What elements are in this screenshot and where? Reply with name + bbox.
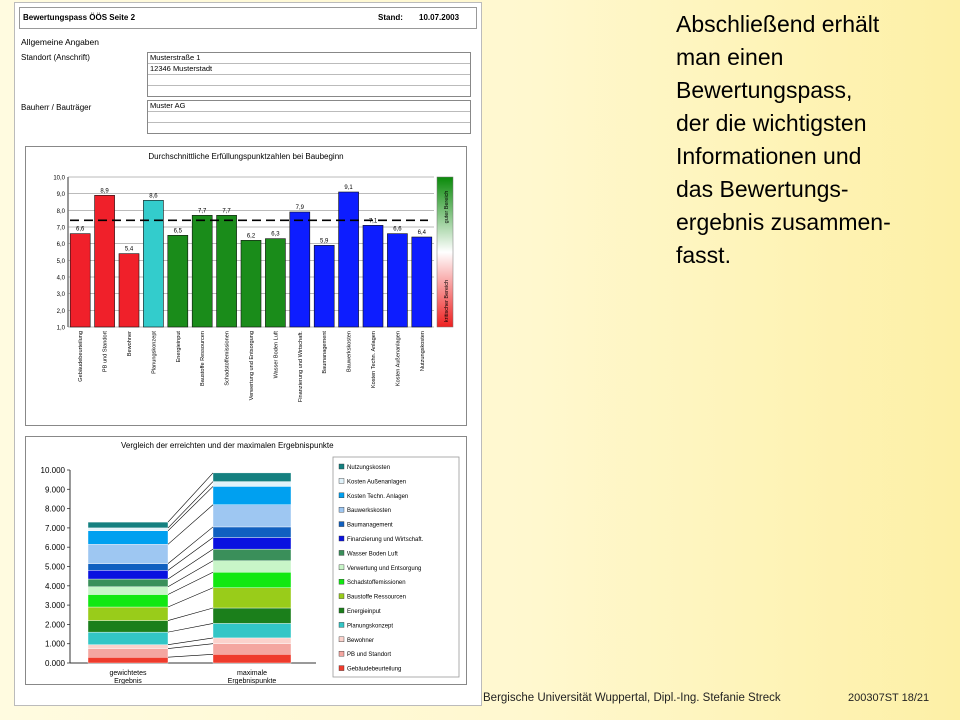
bar bbox=[314, 245, 334, 327]
legend-swatch bbox=[339, 536, 344, 541]
legend-swatch bbox=[339, 608, 344, 613]
legend-swatch bbox=[339, 622, 344, 627]
footer-institution: Bergische Universität Wuppertal, Dipl.-Ing. Stefanie Streck bbox=[483, 692, 781, 704]
stack-segment bbox=[213, 505, 291, 527]
legend-swatch bbox=[339, 550, 344, 555]
stack-segment bbox=[88, 607, 168, 621]
legend-swatch bbox=[339, 666, 344, 671]
y-tick-label: 3.000 bbox=[44, 601, 65, 611]
bar bbox=[387, 234, 407, 327]
y-tick-label: 8.000 bbox=[44, 504, 65, 514]
bar-value-label: 7,7 bbox=[222, 208, 231, 215]
series-connector bbox=[168, 588, 213, 607]
stack-segment bbox=[213, 486, 291, 504]
bar-value-label: 5,9 bbox=[320, 238, 329, 245]
stack-segment bbox=[213, 588, 291, 608]
y-tick-label: 10.000 bbox=[40, 466, 65, 475]
category-label: Wasser Boden Luft bbox=[273, 331, 280, 379]
standort-box bbox=[147, 52, 471, 97]
category-label: PB und Standort bbox=[102, 331, 109, 373]
critical-range-label: kritischer Bereich bbox=[444, 279, 450, 323]
stack-segment bbox=[213, 482, 291, 487]
standort-line: Musterstraße 1 bbox=[148, 53, 470, 64]
footer-slide-number: 200307ST 18/21 bbox=[848, 692, 930, 704]
legend-label: Nutzungskosten bbox=[347, 465, 391, 471]
stack-segment bbox=[213, 638, 291, 644]
stack-segment bbox=[88, 579, 168, 587]
category-label: Baumanagement bbox=[322, 331, 329, 374]
bar bbox=[363, 225, 383, 327]
bar-value-label: 6,6 bbox=[393, 226, 402, 233]
bar-chart-title: Durchschnittliche Erfüllungspunktzahlen bei Baubeginn bbox=[148, 152, 344, 161]
category-label: Kosten Außenanlagen bbox=[395, 331, 402, 387]
y-tick-label: 6.000 bbox=[44, 543, 65, 553]
series-connector bbox=[168, 572, 213, 594]
y-tick-label: 6,0 bbox=[56, 242, 65, 249]
legend-swatch bbox=[339, 594, 344, 599]
bar bbox=[412, 237, 432, 327]
legend-label: Kosten Techn. Anlagen bbox=[347, 493, 409, 500]
legend-swatch bbox=[339, 507, 344, 512]
stack-segment bbox=[88, 570, 168, 579]
stack-segment bbox=[88, 564, 168, 571]
y-tick-label: 9,0 bbox=[56, 192, 65, 199]
y-tick-label: 10,0 bbox=[53, 175, 65, 182]
standort-line: 12346 Musterstadt bbox=[148, 64, 470, 75]
stack-segment bbox=[213, 561, 291, 573]
bauherr-line bbox=[148, 112, 470, 123]
bar bbox=[143, 200, 163, 327]
good-range-label: guter Bereich bbox=[444, 190, 450, 224]
series-connector bbox=[168, 473, 213, 522]
stack-segment bbox=[88, 632, 168, 645]
stacked-chart-title: Vergleich der erreichten und der maximalen Ergebnispunkte bbox=[121, 441, 334, 450]
category-label: Nutzungskosten bbox=[419, 331, 426, 372]
series-connector bbox=[168, 638, 213, 645]
stack-segment bbox=[88, 531, 168, 545]
category-label: Bauwerkskosten bbox=[346, 331, 353, 373]
bar bbox=[339, 192, 359, 327]
standort-label: Standort (Anschrift) bbox=[21, 53, 90, 62]
stack-segment bbox=[88, 621, 168, 633]
legend-label: Bauwerkskosten bbox=[347, 508, 392, 515]
slide-caption: Abschließend erhält man einen Bewertungspass, der die wichtigsten Informationen und das Bewertungs- ergebnis zusammen- fasst. bbox=[676, 11, 891, 268]
legend-swatch bbox=[339, 478, 344, 483]
stack-segment bbox=[88, 522, 168, 528]
y-tick-label: 7,0 bbox=[56, 225, 65, 232]
standort-line bbox=[148, 86, 470, 96]
standort-line bbox=[148, 75, 470, 86]
bauherr-box bbox=[147, 100, 471, 134]
stack-segment bbox=[213, 623, 291, 637]
bar bbox=[217, 215, 237, 327]
legend-label: Planungskonzept bbox=[347, 623, 394, 630]
bar-value-label: 6,4 bbox=[417, 230, 426, 236]
y-tick-label: 4,0 bbox=[56, 275, 65, 282]
stack-segment bbox=[213, 527, 291, 538]
y-tick-label: 7.000 bbox=[44, 523, 65, 533]
stack-segment bbox=[213, 549, 291, 561]
stack-segment bbox=[88, 587, 168, 595]
legend-swatch bbox=[339, 637, 344, 642]
y-tick-label: 3,0 bbox=[56, 292, 65, 299]
document-title: Bewertungspass ÖÖS Seite 2 bbox=[23, 13, 136, 22]
y-tick-label: 5.000 bbox=[44, 562, 65, 572]
bar-value-label: 5,4 bbox=[124, 246, 134, 253]
category-label: Finanzierung und Wirtschaft. bbox=[297, 331, 304, 403]
series-connector bbox=[168, 654, 213, 657]
bar-value-label: 7,9 bbox=[295, 205, 304, 211]
bar bbox=[192, 215, 212, 327]
y-tick-label: 5,0 bbox=[56, 258, 65, 265]
category-label: Planungskonzept bbox=[151, 331, 158, 374]
category-label: Baustoffe Ressourcen bbox=[200, 331, 207, 386]
bar-value-label: 6,6 bbox=[76, 226, 85, 233]
legend-label: Energieinput bbox=[347, 609, 381, 615]
bar-chart bbox=[26, 147, 466, 425]
y-tick-label: 0.000 bbox=[44, 659, 65, 668]
legend-label: Gebäudebeurteilung bbox=[347, 666, 402, 673]
bar-value-label: 7,7 bbox=[198, 208, 207, 215]
stand-label: Stand: bbox=[378, 13, 403, 22]
bar-value-label: 8,6 bbox=[149, 193, 158, 200]
category-label: Gebäudebeurteilung bbox=[78, 331, 85, 382]
bar bbox=[119, 254, 139, 327]
legend-label: Verwertung und Entsorgung bbox=[347, 565, 422, 572]
legend-label: Baumanagement bbox=[347, 522, 393, 529]
stack-segment bbox=[213, 608, 291, 623]
stack-segment bbox=[88, 657, 168, 663]
stack-segment bbox=[88, 594, 168, 607]
category-label: Ergebnispunkte bbox=[227, 678, 277, 684]
section-general-info: Allgemeine Angaben bbox=[21, 37, 99, 47]
bar-value-label: 6,2 bbox=[246, 233, 256, 240]
bar bbox=[265, 239, 285, 327]
bar-value-label: 9,1 bbox=[344, 185, 353, 191]
legend-swatch bbox=[339, 651, 344, 656]
legend-label: Wasser Boden Luft bbox=[347, 551, 398, 558]
legend-swatch bbox=[339, 522, 344, 527]
stack-segment bbox=[88, 544, 168, 563]
y-tick-label: 8,0 bbox=[56, 208, 65, 215]
legend-swatch bbox=[339, 579, 344, 584]
legend-label: PB und Standort bbox=[347, 652, 392, 659]
bar bbox=[70, 234, 90, 327]
bar-value-label: 7,1 bbox=[368, 218, 378, 225]
y-tick-label: 4.000 bbox=[44, 581, 65, 591]
y-tick-label: 2.000 bbox=[44, 620, 65, 630]
category-label: gewichtetes bbox=[109, 670, 147, 677]
stack-segment bbox=[213, 572, 291, 587]
series-connector bbox=[168, 644, 213, 649]
stack-segment bbox=[213, 538, 291, 550]
series-connector bbox=[168, 482, 213, 528]
bauherr-line bbox=[148, 123, 470, 133]
y-tick-label: 1,0 bbox=[56, 325, 65, 332]
legend-label: Bewohner bbox=[347, 637, 375, 644]
bauherr-label: Bauherr / Bauträger bbox=[21, 103, 92, 112]
category-label: Verwertung und Entsorgung bbox=[249, 331, 255, 401]
y-tick-label: 1.000 bbox=[44, 639, 65, 649]
stacked-chart-panel bbox=[25, 436, 467, 685]
stack-segment bbox=[213, 473, 291, 482]
category-label: maximale bbox=[237, 670, 267, 677]
bar bbox=[241, 240, 261, 327]
legend-swatch bbox=[339, 493, 344, 498]
stack-segment bbox=[213, 644, 291, 655]
legend-label: Schadstoffemissionen bbox=[347, 580, 406, 587]
bar-value-label: 6,5 bbox=[173, 228, 182, 235]
stacked-chart bbox=[26, 437, 466, 684]
bar-chart-panel bbox=[25, 146, 467, 426]
legend-label: Baustoffe Ressourcen bbox=[347, 594, 406, 601]
series-connector bbox=[168, 623, 213, 632]
bar bbox=[95, 195, 115, 327]
bauherr-line: Muster AG bbox=[148, 101, 470, 112]
bar bbox=[290, 212, 310, 327]
legend-label: Kosten Außenanlagen bbox=[347, 479, 407, 486]
category-label: Schadstoffemissionen bbox=[224, 331, 231, 386]
series-connector bbox=[168, 527, 213, 564]
stack-segment bbox=[88, 649, 168, 658]
legend-swatch bbox=[339, 565, 344, 570]
legend-swatch bbox=[339, 464, 344, 469]
y-tick-label: 9.000 bbox=[44, 485, 65, 495]
assessment-document bbox=[14, 2, 482, 706]
legend-label: Finanzierung und Wirtschaft. bbox=[347, 537, 424, 543]
y-tick-label: 2,0 bbox=[56, 308, 65, 315]
bar bbox=[168, 235, 188, 327]
bar-value-label: 8,9 bbox=[100, 188, 109, 195]
stand-date: 10.07.2003 bbox=[419, 13, 460, 22]
stack-segment bbox=[88, 645, 168, 649]
series-connector bbox=[168, 561, 213, 587]
bar-value-label: 6,3 bbox=[271, 231, 280, 238]
document-header bbox=[19, 7, 477, 29]
category-label: Bewohner bbox=[127, 331, 133, 357]
series-connector bbox=[168, 608, 213, 621]
stack-segment bbox=[88, 528, 168, 531]
stack-segment bbox=[213, 654, 291, 663]
category-label: Ergebnis bbox=[114, 678, 142, 684]
category-label: Energieinput bbox=[175, 331, 182, 363]
category-label: Kosten Techn. Anlagen bbox=[371, 331, 377, 389]
